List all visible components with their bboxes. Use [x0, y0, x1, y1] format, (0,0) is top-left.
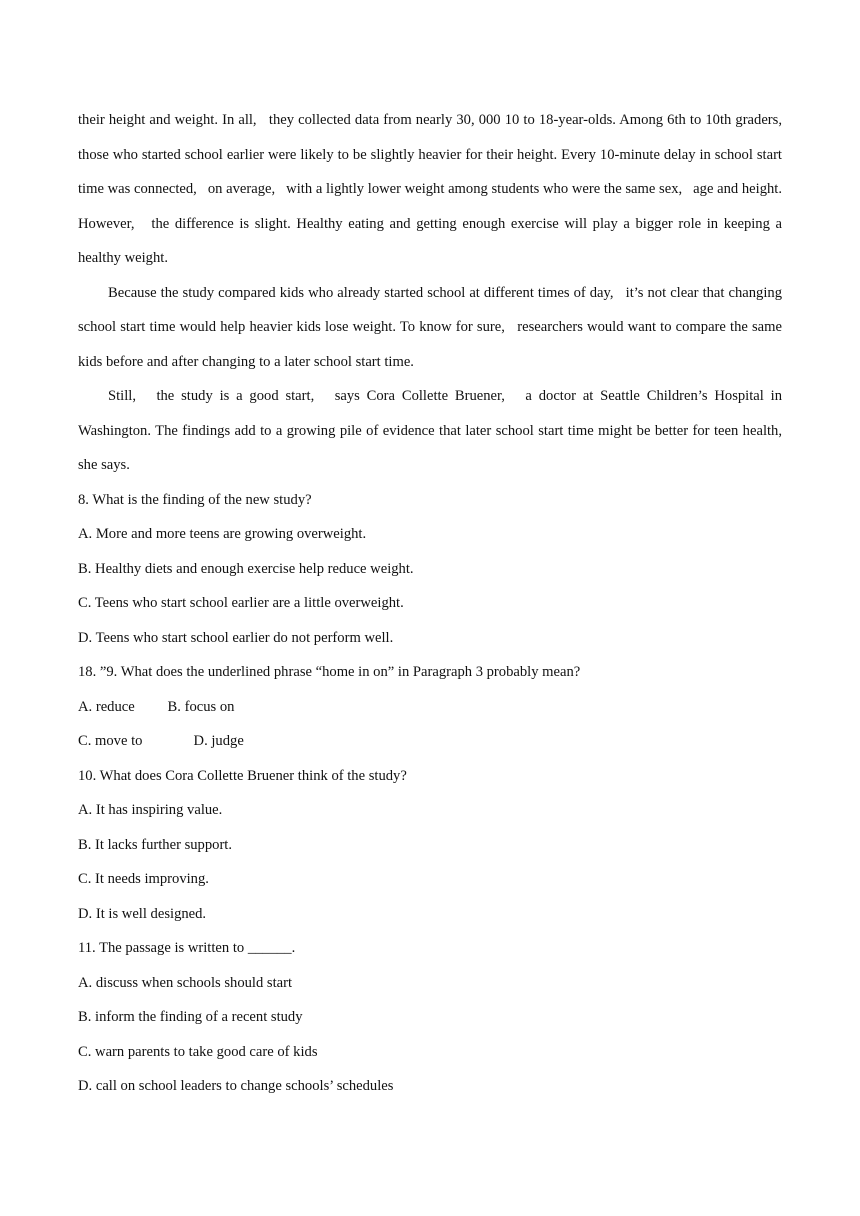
answer-option: B. inform the finding of a recent study: [78, 1009, 303, 1025]
document-page: [78, 103, 793, 1104]
question-stem: 18. ”9. What does the underlined phrase “home in on” in Paragraph 3 probably mean?: [78, 664, 581, 680]
answer-option: D. Teens who start school earlier do not perform well.: [78, 629, 394, 646]
answer-option: D. call on school leaders to change schools’ schedules: [78, 1078, 394, 1094]
answer-option: C. It needs improving.: [78, 871, 209, 887]
passage-paragraph-3: Still, the study is a good start, says Cora Collette Bruener, a doctor at Seattle Children’s Hospital in Washington. The findings add to a growing pile of evidence that later school start time might be better for teen health, she says.: [78, 388, 793, 473]
answer-option: A. It has inspiring value.: [78, 802, 223, 818]
question-stem: 8. What is the finding of the new study?: [78, 491, 312, 508]
answer-option: C. warn parents to take good care of kids: [78, 1043, 318, 1060]
passage-paragraph-2: Because the study compared kids who already started school at different times of day, it’s not clear that changing school start time would help heavier kids lose weight. To know for sure, researchers would want to compare the same kids before and after changing to a later school start time.: [78, 284, 786, 370]
question-stem: 10. What does Cora Collette Bruener think of the study?: [78, 767, 407, 784]
answer-option: A. discuss when schools should start: [78, 974, 293, 991]
answer-option-row: C. move to D. judge: [78, 733, 244, 749]
question-11: [78, 931, 782, 1104]
answer-option-row: A. reduce B. focus on: [78, 698, 235, 715]
answer-option: D. It is well designed.: [78, 905, 207, 922]
question-8: [78, 483, 782, 656]
question-10: [78, 759, 782, 932]
answer-option: B. Healthy diets and enough exercise help reduce weight.: [78, 560, 414, 577]
answer-option: C. Teens who start school earlier are a little overweight.: [78, 595, 404, 611]
answer-option: B. It lacks further support.: [78, 836, 233, 853]
question-stem: 11. The passage is written to ______.: [78, 940, 296, 956]
passage-paragraph-1: their height and weight. In all, they collected data from nearly 30, 000 10 to 18-year-olds. Among 6th to 10th graders, those who started school earlier were likely to be slightly heavier for their height. Every 10-minute delay in school start time was connected, on average, with a lightly lower weight among students who were the same sex, age and height. However, the difference is slight. Healthy eating and getting enough exercise will play a bigger role in keeping a healthy weight.: [78, 112, 793, 266]
answer-option: A. More and more teens are growing overweight.: [78, 526, 367, 542]
question-9: [78, 655, 782, 759]
